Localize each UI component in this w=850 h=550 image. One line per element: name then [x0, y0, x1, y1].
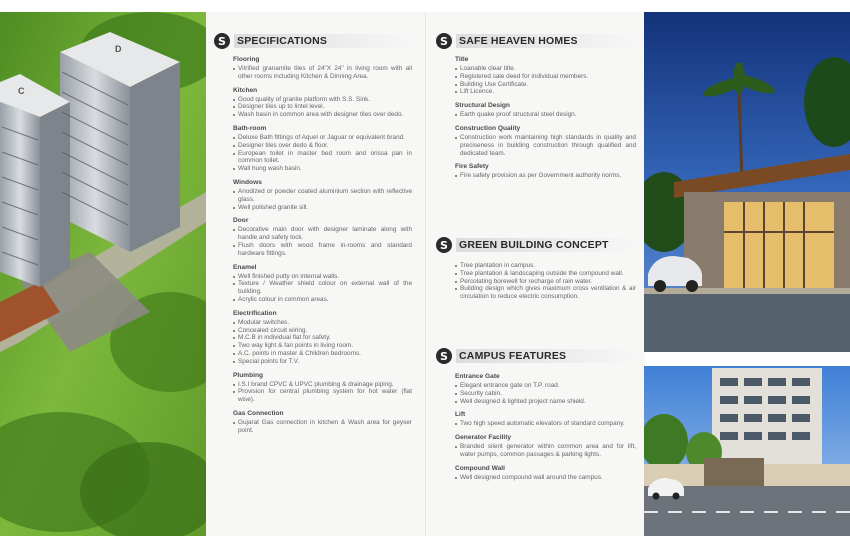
- campus-features-section: [436, 347, 636, 488]
- safe-structural-item: Structural Design Earth quake proof structural steel design.: [455, 102, 636, 119]
- green-building-heading: [436, 236, 636, 254]
- specifications-section: [214, 32, 412, 441]
- spec-kitchen: Kitchen Good quality of granite platform with S.S. Sink. Designer tiles up to lintel level. Wash basin in common area with designer tiles over dedo.: [233, 87, 412, 119]
- features-panel: [425, 12, 645, 536]
- spec-flooring: Flooring Vitrified granamite tiles of 24"X 24" in living room with all other rooms including Kitchen & Dinning Area.: [233, 56, 412, 80]
- spec-plumbing: Plumbing I.S.I brand CPVC & UPVC plumbing & drainage piping. Provision for central plumbing system for hot water (flat wise).: [233, 371, 412, 404]
- brand-logo-icon: S: [436, 348, 452, 364]
- brand-logo-icon: S: [436, 237, 452, 253]
- campus-generator-item: Generator Facility Branded silent generator within common area and for lift, water pumps, common passages & parking lights.: [455, 434, 636, 458]
- spec-electrification: Electrification Modular switches. Concealed circuit wiring. M.C.B in individual flat for safety. Two way light & fan points in living room. A.C. points in master & Children bedrooms. Special points for T.V.: [233, 310, 412, 366]
- safe-fire-item: Fire Safety Fire safety provision as per Government authority norms.: [455, 163, 636, 180]
- specifications-heading: [214, 32, 412, 50]
- campus-compound-item: Compound Wall Well designed compound wall around the campus.: [455, 465, 636, 482]
- aerial-render-svg: [0, 12, 206, 536]
- right-renders-svg: [644, 12, 850, 536]
- brand-logo-icon: S: [436, 33, 452, 49]
- aerial-building-render: [0, 12, 206, 536]
- spec-door: Door Decorative main door with designer laminate along with handle and safety lock. Flush doors with wood frame in-rooms and standard hardware fittings.: [233, 217, 412, 257]
- spec-windows: Windows Anodized or powder coated aluminium section with reflective glass. Well polished granite sill.: [233, 178, 412, 211]
- specifications-list: [214, 56, 412, 435]
- clubhouse-and-street-renders: [644, 12, 850, 536]
- svg-text:D: D: [115, 44, 122, 54]
- specifications-title: SPECIFICATIONS: [237, 35, 328, 47]
- green-building-title: GREEN BUILDING CONCEPT: [459, 239, 609, 251]
- safe-title-item: Title Loanable clear title. Registered sale deed for individual members. Building Use Certificate. Lift Licence.: [455, 56, 636, 96]
- safe-heaven-title: SAFE HEAVEN HOMES: [459, 35, 578, 47]
- svg-text:C: C: [18, 86, 25, 96]
- campus-entrance-item: Entrance Gate Elegant entrance gate on T.P. road. Security cabin. Well designed & lighted project name shield.: [455, 373, 636, 405]
- safe-heaven-section: [436, 32, 636, 186]
- campus-features-title: CAMPUS FEATURES: [459, 350, 567, 362]
- brand-logo-icon: S: [214, 33, 230, 49]
- specifications-panel: [206, 12, 425, 536]
- campus-lift-item: Lift Two high speed automatic elevators of standard company.: [455, 411, 636, 428]
- campus-features-heading: [436, 347, 636, 365]
- safe-construction-item: Construction Quality Construction work maintaining high standards in quality and preciseness in building construction through qualified and dedicated team.: [455, 124, 636, 157]
- safe-heaven-heading: [436, 32, 636, 50]
- green-building-section: S GREEN BUILDING CONCEPT Tree plantation in campus. Tree plantation & landscaping outside the compound wall. Percolating borewell for recharge of rain water. Building design which gives maximum cross ventilation & air circulation to reduce electric consumption.: [436, 236, 636, 301]
- spec-bathroom: Bath-room Deluxe Bath fittings of Aquel or Jaguar or equivalent brand. Designer tiles over dedo & floor. European toilet in master bed room and orissa pan in common toilet. Wall hung wash basin.: [233, 124, 412, 173]
- spec-enamel: Enamel Well finished putty on internal walls. Texture / Weather shield colour on external wall of the building. Acrylic colour in common areas.: [233, 263, 412, 303]
- spec-gas-connection: Gas Connection Gujarat Gas connection in kitchen & Wash area for geyser point.: [233, 409, 412, 434]
